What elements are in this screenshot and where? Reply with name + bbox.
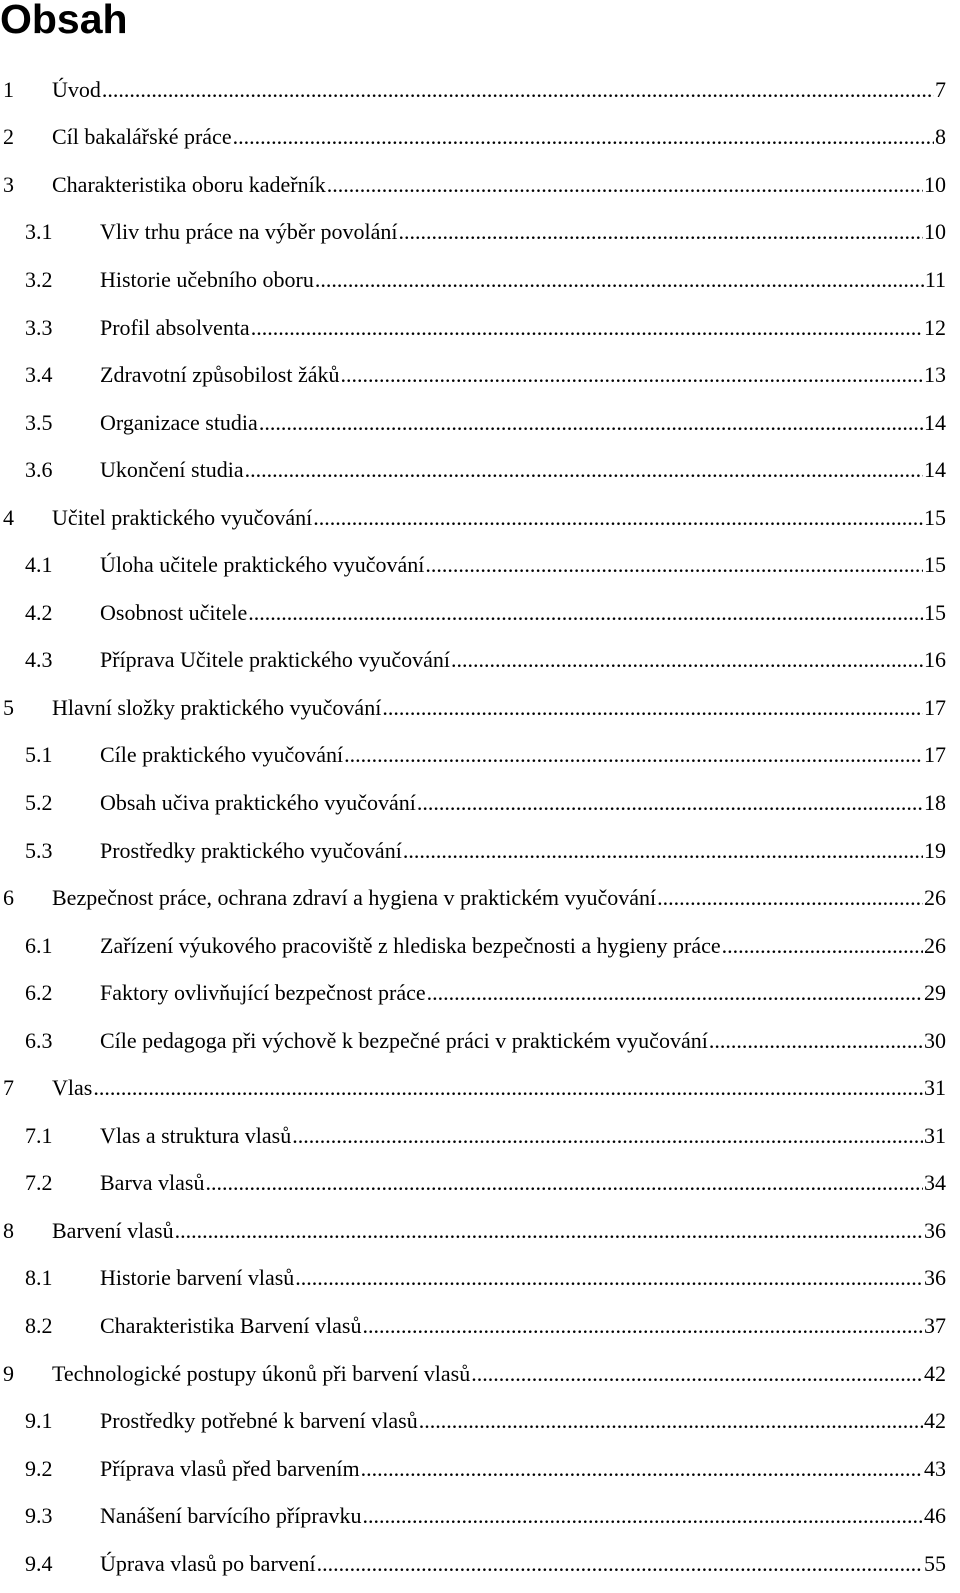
toc-entry-title[interactable]: Cíle praktického vyučování: [100, 742, 344, 768]
toc-entry-number: 3.5: [25, 409, 53, 435]
toc-entry-title[interactable]: Příprava vlasů před barvením: [100, 1455, 360, 1481]
toc-entry-page: 13: [924, 362, 946, 388]
toc-dot-leader: [362, 1313, 923, 1339]
toc-entry[interactable]: [0, 779, 946, 827]
toc-entry[interactable]: [0, 1350, 946, 1398]
toc-entry-title[interactable]: Vlas a struktura vlasů: [100, 1122, 292, 1148]
toc-entry-title[interactable]: Úprava vlasů po barvení: [100, 1550, 316, 1576]
toc-entry-title[interactable]: Historie barvení vlasů: [100, 1265, 295, 1291]
toc-entry-number: 1: [3, 76, 14, 102]
toc-entry-title[interactable]: Úvod: [52, 76, 101, 102]
toc-dot-leader: [382, 695, 923, 721]
toc-entry-page: 12: [924, 314, 946, 340]
toc-entry-title[interactable]: Organizace studia: [100, 409, 258, 435]
toc-entry-page: 42: [924, 1360, 946, 1386]
toc-entry[interactable]: [0, 256, 946, 304]
toc-entry-title[interactable]: Nanášení barvícího přípravku: [100, 1503, 362, 1529]
toc-entry-page: 14: [924, 409, 946, 435]
toc-entry-page: 11: [924, 266, 946, 292]
toc-entry-title[interactable]: Prostředky praktického vyučování: [100, 837, 402, 863]
toc-dot-leader: [471, 1361, 923, 1387]
toc-entry-title[interactable]: Úloha učitele praktického vyučování: [100, 552, 425, 578]
table-of-contents: [0, 66, 946, 1588]
toc-entry-title[interactable]: Charakteristika Barvení vlasů: [100, 1312, 362, 1338]
toc-entry-title[interactable]: Hlavní složky praktického vyučování: [52, 694, 382, 720]
toc-entry-number: 8.1: [25, 1265, 53, 1291]
toc-dot-leader: [399, 219, 923, 245]
toc-entry-number: 9.4: [25, 1550, 53, 1576]
toc-entry-title[interactable]: Zařízení výukového pracoviště z hlediska bezpečnosti a hygieny práce: [100, 932, 721, 958]
toc-entry[interactable]: [0, 1207, 946, 1255]
toc-entry-page: 43: [924, 1455, 946, 1481]
toc-entry-page: 30: [924, 1027, 946, 1053]
toc-entry[interactable]: [0, 1064, 946, 1112]
toc-dot-leader: [292, 1123, 923, 1149]
toc-entry-title[interactable]: Faktory ovlivňující bezpečnost práce: [100, 980, 426, 1006]
toc-entry-title[interactable]: Vlas: [52, 1075, 93, 1101]
toc-entry-number: 3.1: [25, 219, 53, 245]
toc-entry-page: 8: [935, 124, 946, 150]
toc-entry-title[interactable]: Technologické postupy úkonů při barvení vlasů: [52, 1360, 471, 1386]
toc-entry-number: 6.2: [25, 980, 53, 1006]
toc-entry-page: 14: [924, 457, 946, 483]
toc-entry-page: 15: [924, 552, 946, 578]
toc-entry[interactable]: [0, 874, 946, 922]
toc-entry-page: 16: [924, 647, 946, 673]
toc-entry-title[interactable]: Zdravotní způsobilost žáků: [100, 362, 340, 388]
toc-entry-page: 26: [924, 885, 946, 911]
toc-entry-title[interactable]: Cíl bakalářské práce: [52, 124, 232, 150]
toc-entry-number: 5.1: [25, 742, 53, 768]
toc-entry[interactable]: [0, 732, 946, 780]
toc-entry-number: 4: [3, 504, 14, 530]
toc-dot-leader: [722, 933, 923, 959]
toc-entry[interactable]: [0, 827, 946, 875]
toc-entry[interactable]: [0, 541, 946, 589]
toc-entry-title[interactable]: Historie učebního oboru: [100, 266, 314, 292]
toc-entry-page: 17: [924, 742, 946, 768]
toc-dot-leader: [251, 315, 923, 341]
toc-entry-number: 7.2: [25, 1170, 53, 1196]
toc-entry-number: 7.1: [25, 1122, 53, 1148]
toc-entry-number: 9.2: [25, 1455, 53, 1481]
toc-entry-number: 6: [3, 885, 14, 911]
toc-dot-leader: [245, 457, 923, 483]
toc-entry-number: 7: [3, 1075, 14, 1101]
toc-entry[interactable]: [0, 351, 946, 399]
toc-entry-title[interactable]: Barvení vlasů: [52, 1217, 174, 1243]
toc-dot-leader: [175, 1218, 923, 1244]
toc-entry[interactable]: [0, 399, 946, 447]
toc-dot-leader: [362, 1503, 923, 1529]
toc-entry-title[interactable]: Příprava Učitele praktického vyučování: [100, 647, 451, 673]
toc-entry-page: 42: [924, 1408, 946, 1434]
toc-entry-number: 5.3: [25, 837, 53, 863]
toc-entry[interactable]: [0, 684, 946, 732]
toc-entry[interactable]: [0, 1397, 946, 1445]
toc-entry-page: 36: [924, 1217, 946, 1243]
toc-entry[interactable]: [0, 1160, 946, 1208]
toc-entry[interactable]: [0, 589, 946, 637]
toc-dot-leader: [248, 600, 923, 626]
toc-dot-leader: [417, 790, 923, 816]
toc-entry-page: 31: [924, 1075, 946, 1101]
toc-dot-leader: [315, 267, 924, 293]
toc-entry-page: 10: [924, 171, 946, 197]
toc-entry[interactable]: [0, 969, 946, 1017]
toc-entry[interactable]: [0, 1017, 946, 1065]
toc-entry-title[interactable]: Bezpečnost práce, ochrana zdraví a hygiena v praktickém vyučování: [52, 885, 657, 911]
toc-dot-leader: [313, 505, 923, 531]
toc-entry[interactable]: [0, 494, 946, 542]
toc-entry-title[interactable]: Vliv trhu práce na výběr povolání: [100, 219, 398, 245]
toc-entry-number: 6.3: [25, 1027, 53, 1053]
toc-entry-number: 9.3: [25, 1503, 53, 1529]
toc-entry[interactable]: [0, 1540, 946, 1588]
toc-entry-title[interactable]: Barva vlasů: [100, 1170, 205, 1196]
toc-dot-leader: [419, 1408, 923, 1434]
toc-entry-number: 3.4: [25, 362, 53, 388]
toc-entry[interactable]: [0, 114, 946, 162]
toc-entry-number: 2: [3, 124, 14, 150]
toc-entry-number: 4.2: [25, 599, 53, 625]
toc-entry-number: 8.2: [25, 1312, 53, 1338]
toc-entry-page: 19: [924, 837, 946, 863]
toc-entry-page: 26: [924, 932, 946, 958]
toc-entry-number: 9.1: [25, 1408, 53, 1434]
toc-entry-title[interactable]: Cíle pedagoga při výchově k bezpečné práci v praktickém vyučování: [100, 1027, 708, 1053]
toc-dot-leader: [451, 647, 923, 673]
toc-entry-number: 3.2: [25, 266, 53, 292]
page-title: Obsah: [0, 0, 128, 42]
toc-entry-title[interactable]: Učitel praktického vyučování: [52, 504, 313, 530]
toc-dot-leader: [233, 124, 934, 150]
toc-entry[interactable]: [0, 161, 946, 209]
toc-entry-page: 15: [924, 504, 946, 530]
toc-entry-number: 3.6: [25, 457, 53, 483]
toc-entry-number: 6.1: [25, 932, 53, 958]
toc-dot-leader: [102, 77, 934, 103]
toc-entry-page: 29: [924, 980, 946, 1006]
toc-entry[interactable]: [0, 922, 946, 970]
toc-entry[interactable]: [0, 637, 946, 685]
toc-entry-number: 4.3: [25, 647, 53, 673]
toc-entry-page: 36: [924, 1265, 946, 1291]
toc-entry-title[interactable]: Charakteristika oboru kadeřník: [52, 171, 326, 197]
toc-entry-page: 17: [924, 694, 946, 720]
toc-entry[interactable]: [0, 1302, 946, 1350]
toc-dot-leader: [709, 1028, 923, 1054]
toc-entry-page: 10: [924, 219, 946, 245]
toc-entry-page: 18: [924, 789, 946, 815]
toc-entry-title[interactable]: Obsah učiva praktického vyučování: [100, 789, 416, 815]
toc-dot-leader: [295, 1265, 923, 1291]
toc-dot-leader: [427, 980, 923, 1006]
toc-entry[interactable]: [0, 304, 946, 352]
toc-entry-number: 5: [3, 694, 14, 720]
toc-entry-title[interactable]: Osobnost učitele: [100, 599, 248, 625]
toc-entry-page: 55: [924, 1550, 946, 1576]
toc-entry[interactable]: [0, 1445, 946, 1493]
toc-dot-leader: [657, 885, 923, 911]
toc-dot-leader: [327, 172, 923, 198]
toc-entry-number: 9: [3, 1360, 14, 1386]
toc-entry[interactable]: [0, 209, 946, 257]
toc-entry-title[interactable]: Prostředky potřebné k barvení vlasů: [100, 1408, 418, 1434]
toc-entry-title[interactable]: Profil absolventa: [100, 314, 250, 340]
toc-entry-page: 31: [924, 1122, 946, 1148]
toc-entry[interactable]: [0, 66, 946, 114]
toc-entry-number: 8: [3, 1217, 14, 1243]
toc-dot-leader: [425, 552, 923, 578]
toc-dot-leader: [403, 838, 923, 864]
toc-entry-title[interactable]: Ukončení studia: [100, 457, 244, 483]
toc-entry-page: 46: [924, 1503, 946, 1529]
toc-entry-page: 7: [935, 76, 946, 102]
toc-entry[interactable]: [0, 1255, 946, 1303]
toc-entry-number: 3.3: [25, 314, 53, 340]
toc-entry-page: 15: [924, 599, 946, 625]
toc-dot-leader: [259, 410, 923, 436]
toc-entry-number: 3: [3, 171, 14, 197]
toc-dot-leader: [205, 1170, 923, 1196]
toc-dot-leader: [341, 362, 923, 388]
toc-entry-page: 37: [924, 1312, 946, 1338]
toc-entry-page: 34: [924, 1170, 946, 1196]
toc-dot-leader: [344, 742, 923, 768]
toc-entry-number: 4.1: [25, 552, 53, 578]
toc-dot-leader: [361, 1456, 923, 1482]
toc-dot-leader: [317, 1551, 923, 1577]
toc-dot-leader: [93, 1075, 923, 1101]
toc-entry[interactable]: [0, 1112, 946, 1160]
toc-entry[interactable]: [0, 1492, 946, 1540]
toc-entry[interactable]: [0, 446, 946, 494]
toc-entry-number: 5.2: [25, 789, 53, 815]
